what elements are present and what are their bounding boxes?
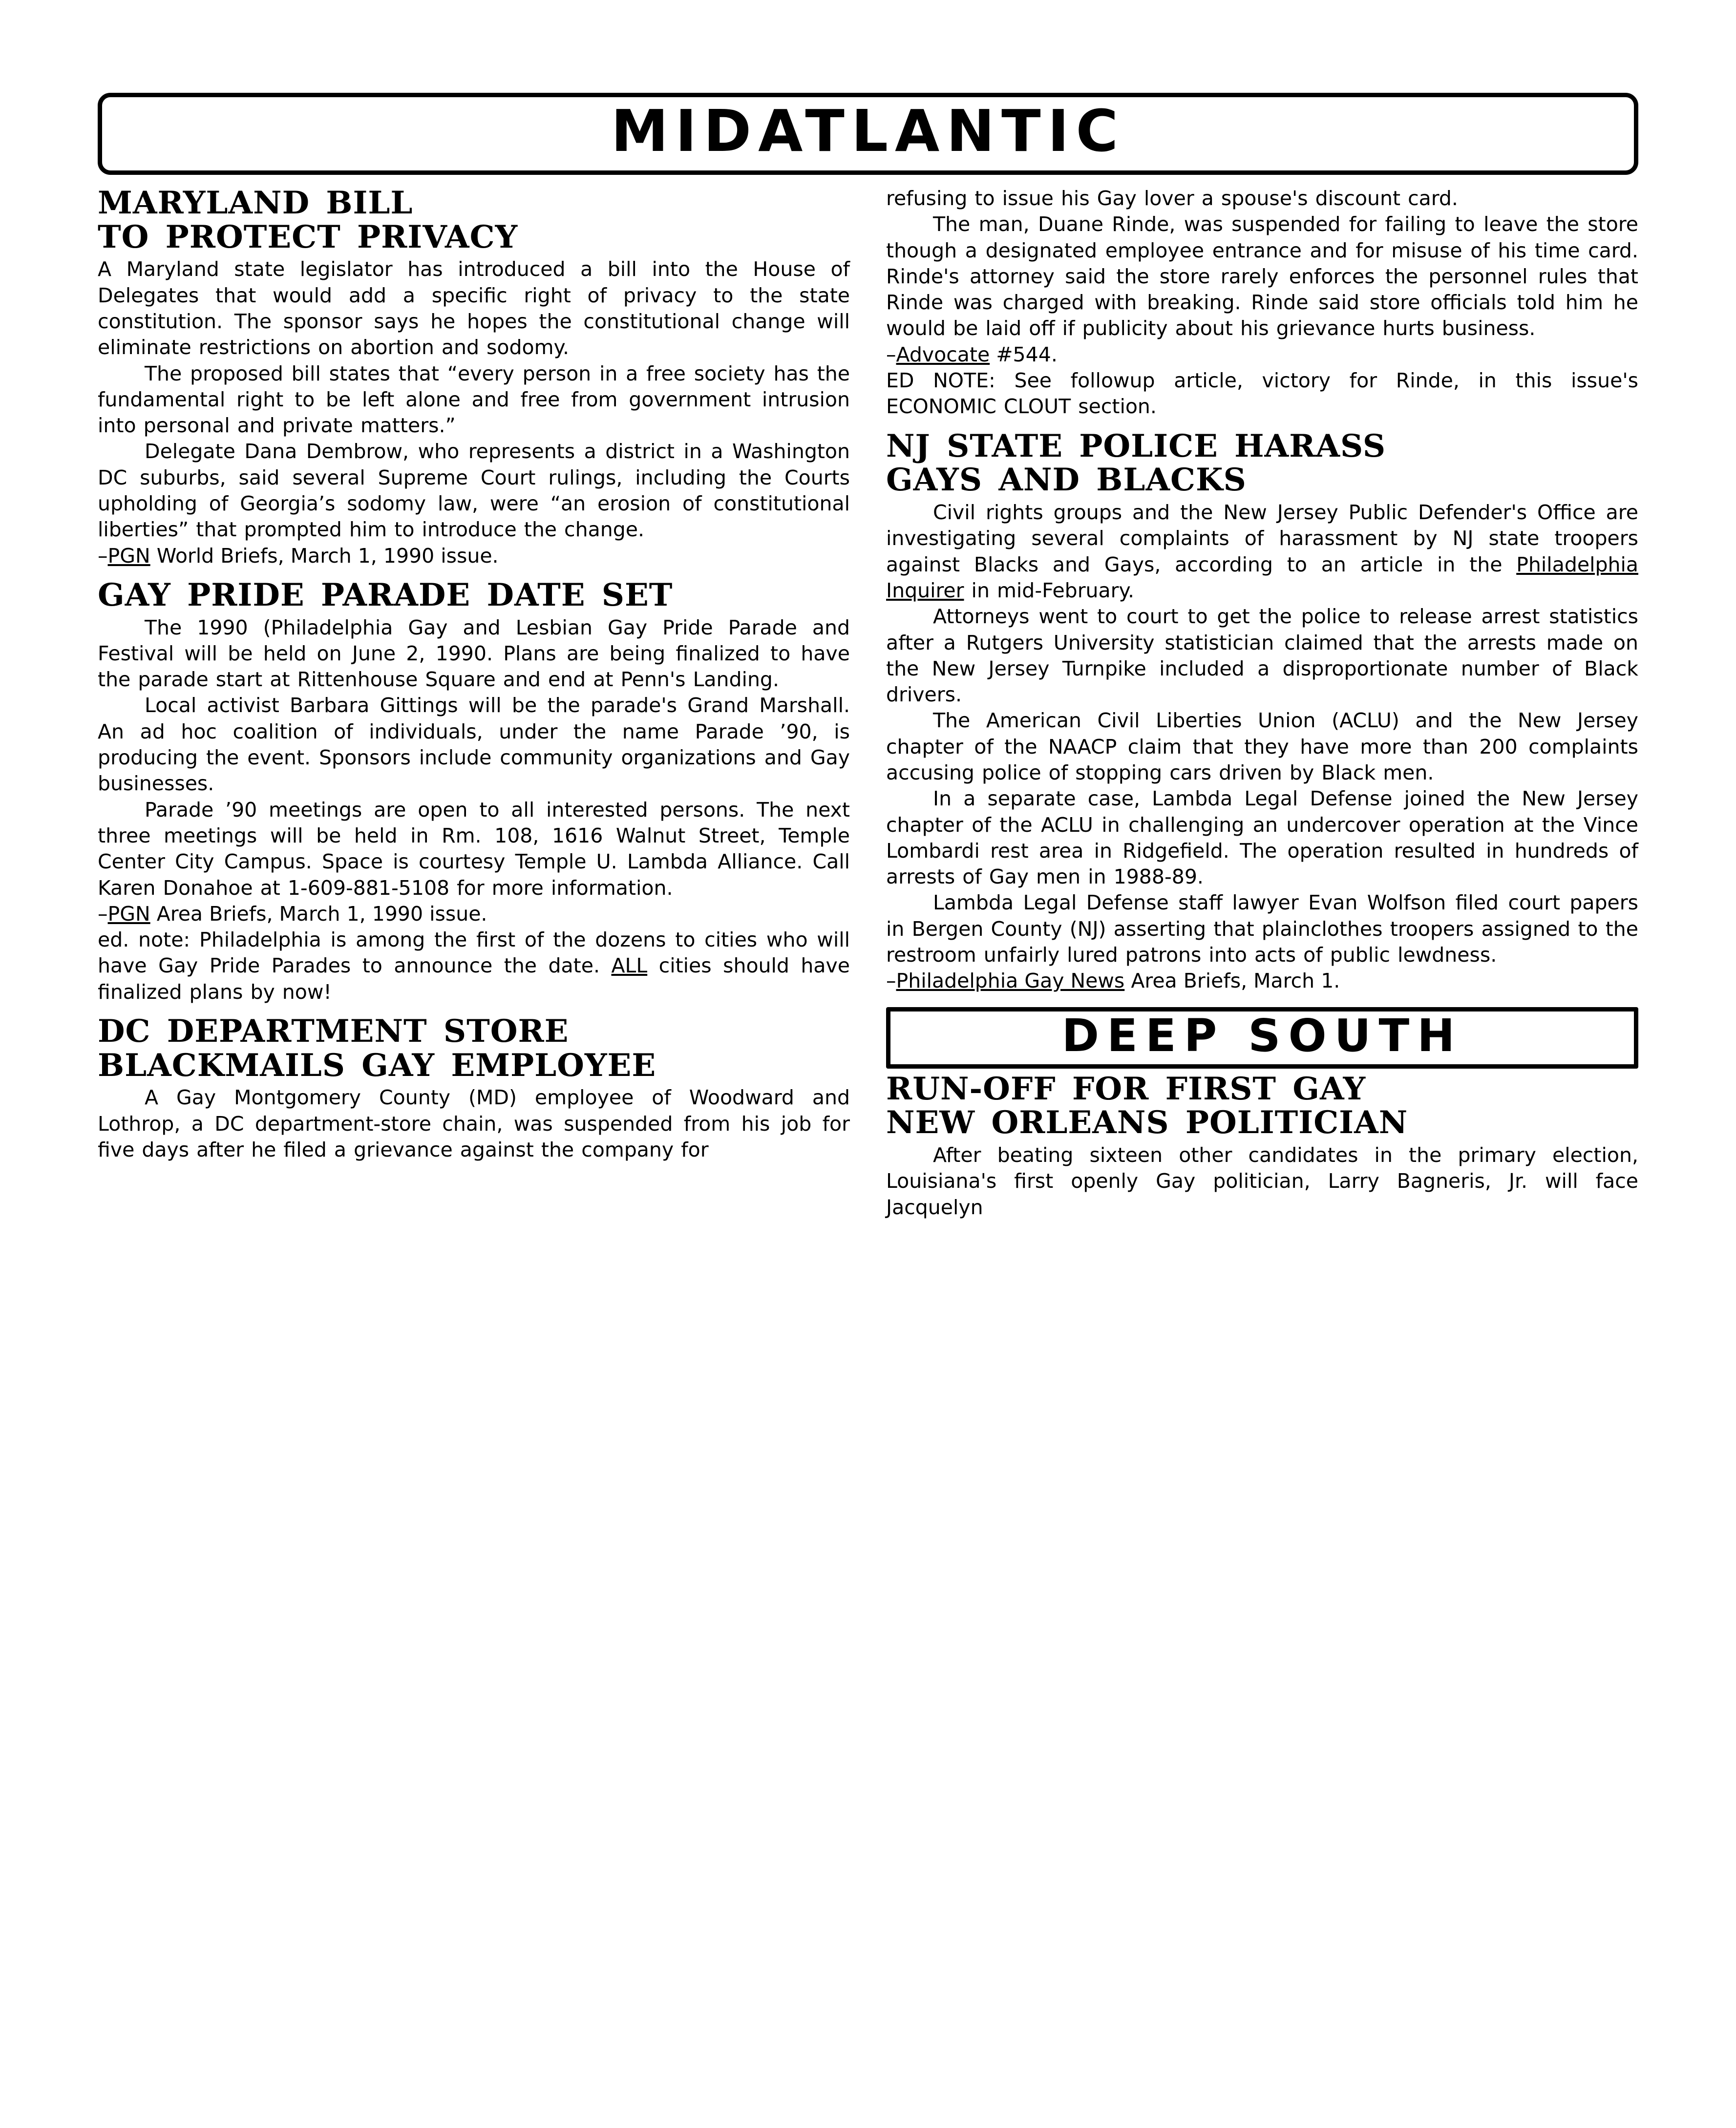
article-source	[98, 901, 850, 927]
article-paragraph: refusing to issue his Gay lover a spouse's discount card.	[886, 187, 1458, 210]
source-detail: Area Briefs, March 1.	[1124, 969, 1340, 993]
article-paragraph: Attorneys went to court to get the police to release arrest statistics after a Rutgers University statistician claimed that the arrests made on the New Jersey Turnpike included a disproportionate number of Black drivers.	[886, 605, 1638, 707]
article-headline-line1: MARYLAND BILL	[98, 185, 413, 221]
source-dash: –	[98, 544, 108, 568]
article-paragraph: In a separate case, Lambda Legal Defense joined the New Jersey chapter of the ACLU in challenging an undercover operation at the Vince Lombardi rest area in Ridgefield. The operation resulted in hundreds of arrests of Gay men in 1988-89.	[886, 787, 1638, 889]
article-paragraph: The American Civil Liberties Union (ACLU) and the New Jersey chapter of the NAACP claim that they have more than 200 complaints accusing police of stopping cars driven by Black men.	[886, 709, 1638, 784]
article-maryland-bill	[98, 186, 850, 569]
article-source	[886, 968, 1638, 994]
paragraph-text-end: in mid-February.	[964, 578, 1134, 602]
source-dash: –	[886, 969, 896, 993]
article-paragraph: Parade ’90 meetings are open to all interested persons. The next three meetings will be held in Rm. 108, 1616 Walnut Street, Temple Center City Campus. Space is courtesy Temple U. Lambda Alliance. Call Karen Donahoe at 1-609-881-5108 for more information.	[98, 798, 850, 900]
editor-note-emphasis: ALL	[611, 954, 648, 978]
source-detail: World Briefs, March 1, 1990 issue.	[150, 544, 499, 568]
source-publication: PGN	[107, 544, 150, 568]
section-banner-midatlantic-label: MIDATLANTIC	[611, 97, 1125, 165]
article-headline-line2: NEW ORLEANS POLITICIAN	[886, 1104, 1408, 1141]
paragraph-text: Civil rights groups and the New Jersey Public Defender's Office are investigating several complaints of harassment by NJ state troopers against Blacks and Gays, according to an article in the	[886, 501, 1638, 576]
article-source	[98, 543, 850, 569]
article-source	[886, 342, 1638, 368]
source-publication: Philadelphia Gay News	[896, 969, 1125, 993]
article-paragraph: After beating sixteen other candidates in the primary election, Louisiana's first openly Gay politician, Larry Bagneris, Jr. will face Jacquelyn	[886, 1143, 1638, 1219]
article-paragraph	[886, 500, 1638, 604]
article-headline-line2: GAYS AND BLACKS	[886, 462, 1247, 499]
right-column	[886, 186, 1638, 1221]
source-dash: –	[886, 342, 896, 366]
source-publication: Advocate	[896, 342, 990, 366]
article-paragraph: The 1990 (Philadelphia Gay and Lesbian Gay Pride Parade and Festival will be held on June 2, 1990. Plans are being finalized to have the parade start at Rittenhouse Square and end at Penn's Landing.	[98, 615, 850, 692]
article-paragraph: Delegate Dana Dembrow, who represents a district in a Washington DC suburbs, said several Supreme Court rulings, including the Courts upholding of Georgia’s sodomy law, were “an erosion of constitutional liberties” that prompted him to introduce the change.	[98, 440, 850, 542]
article-headline-line1: RUN-OFF FOR FIRST GAY	[886, 1070, 1366, 1107]
editor-note	[98, 927, 850, 1005]
editor-note: ED NOTE: See followup article, victory for Rinde, in this issue's ECONOMIC CLOUT section.	[886, 369, 1638, 419]
editor-note-text: ed. note: Philadelphia is among the first of the dozens to cities who will have Gay Pride Parades to announce the date.	[98, 928, 850, 978]
article-paragraph: A Gay Montgomery County (MD) employee of Woodward and Lothrop, a DC department-store chain, was suspended from his job for five days after he filed a grievance against the company for	[98, 1086, 850, 1161]
article-nj-state-police	[886, 429, 1638, 994]
article-paragraph: The man, Duane Rinde, was suspended for failing to leave the store though a designated employee entrance and for misuse of his time card. Rinde's attorney said the store rarely enforces the personnel rules that Rinde was charged with breaking. Rinde said store officials told him he would be laid off if publicity about his grievance hurts business.	[886, 212, 1638, 340]
article-paragraph: A Maryland state legislator has introduced a bill into the House of Delegates that would add a specific right of privacy to the state constitution. The sponsor says he hopes the constitutional change will eliminate restrictions on abortion and sodomy.	[98, 257, 850, 359]
article-paragraph: The proposed bill states that “every person in a free society has the fundamental right to be left alone and free from government intrusion into personal and private matters.”	[98, 361, 850, 438]
article-gay-pride-parade	[98, 578, 850, 1005]
source-publication: PGN	[107, 902, 150, 926]
article-headline-line1: DC DEPARTMENT STORE	[98, 1013, 569, 1050]
editor-note-text-end: cities should have finalized plans by now!	[98, 954, 850, 1004]
article-headline-line2: TO PROTECT PRIVACY	[98, 218, 518, 255]
source-detail: #544.	[990, 342, 1058, 366]
article-dc-department-store	[98, 1014, 850, 1163]
section-banner-deep-south-label: DEEP SOUTH	[1061, 1009, 1463, 1062]
article-headline-line1: NJ STATE POLICE HARASS	[886, 427, 1386, 464]
article-dc-department-store-continued	[886, 186, 1638, 420]
two-column-layout	[98, 186, 1638, 1221]
left-column	[98, 186, 850, 1163]
article-headline-line2: BLACKMAILS GAY EMPLOYEE	[98, 1047, 656, 1084]
section-banner-midatlantic	[98, 93, 1638, 175]
paragraph-publication-reference: Philadelphia Inquirer	[886, 552, 1638, 602]
source-detail: Area Briefs, March 1, 1990 issue.	[150, 902, 487, 926]
article-paragraph: Lambda Legal Defense staff lawyer Evan Wolfson filed court papers in Bergen County (NJ) asserting that plainclothes troopers assigned to the restroom unfairly lured patrons into acts of public lewdness.	[886, 891, 1638, 967]
section-banner-deep-south	[886, 1007, 1638, 1069]
article-paragraph: Local activist Barbara Gittings will be the parade's Grand Marshall. An ad hoc coalition of individuals, under the name Parade ’90, is producing the event. Sponsors include community organizations and Gay businesses.	[98, 694, 850, 796]
source-dash: –	[98, 902, 108, 926]
article-headline-line1: GAY PRIDE PARADE DATE SET	[98, 576, 673, 613]
article-new-orleans-runoff	[886, 1072, 1638, 1221]
